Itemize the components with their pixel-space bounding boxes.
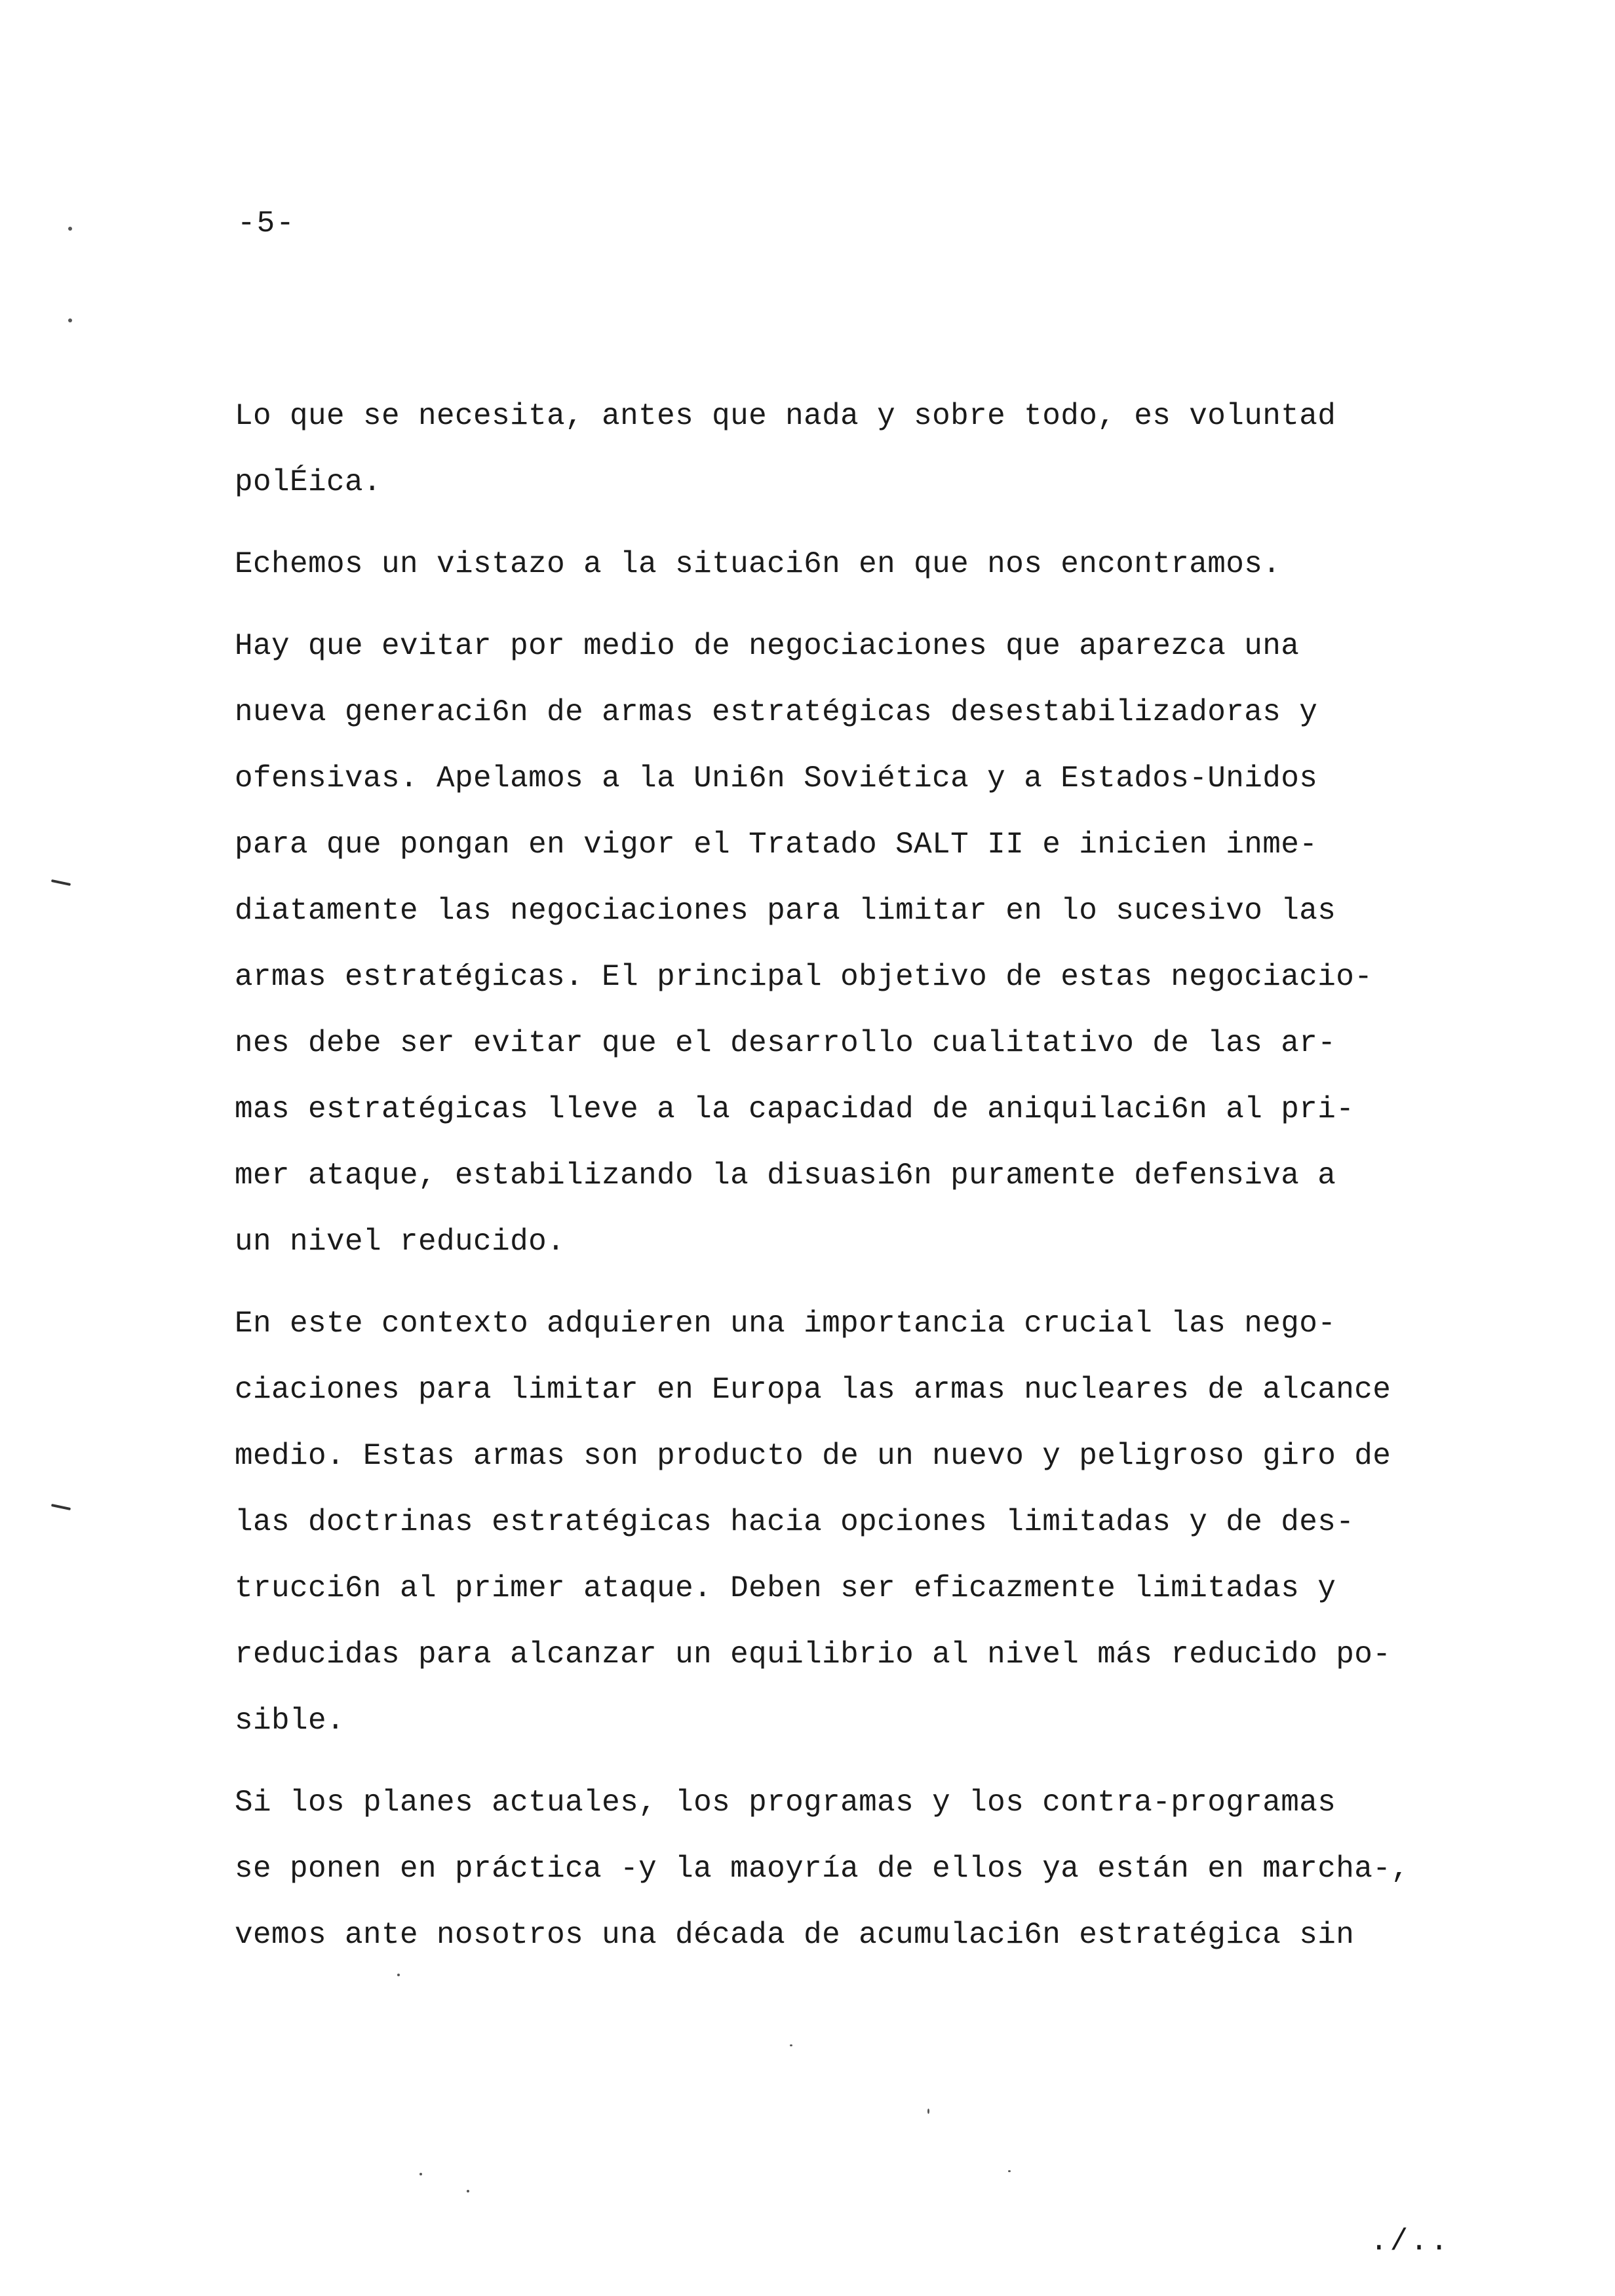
text-line: nes debe ser evitar que el desarrollo cualitativo de las ar-: [235, 1026, 1336, 1060]
text-line: mas estratégicas lleve a la capacidad de aniquilaci6n al pri-: [235, 1092, 1355, 1126]
margin-speck: [68, 318, 72, 322]
scan-speck: [467, 2190, 469, 2192]
text-line: sible.: [235, 1704, 345, 1738]
text-line: un nivel reducido.: [235, 1225, 566, 1259]
text-line: Hay que evitar por medio de negociaciones que aparezca una: [235, 629, 1300, 663]
text-line: Lo que se necesita, antes que nada y sobre todo, es voluntad: [235, 399, 1336, 433]
text-line: mer ataque, estabilizando la disuasi6n puramente defensiva a: [235, 1158, 1336, 1193]
text-line: Echemos un vistazo a la situaci6n en que nos encontramos.: [235, 547, 1281, 581]
text-line: Si los planes actuales, los programas y los contra-programas: [235, 1786, 1336, 1820]
text-line: reducidas para alcanzar un equilibrio al nivel más reducido po-: [235, 1637, 1391, 1672]
scan-speck: [397, 1974, 400, 1976]
paragraph: [235, 1770, 1513, 1968]
paragraph: [235, 613, 1513, 1275]
paragraph: [235, 383, 1513, 516]
text-line: nueva generaci6n de armas estratégicas desestabilizadoras y: [235, 695, 1318, 729]
text-line: diatamente las negociaciones para limitar en lo sucesivo las: [235, 894, 1336, 928]
margin-tick: [51, 1504, 71, 1510]
text-line: armas estratégicas. El principal objetivo de estas negociacio-: [235, 960, 1373, 994]
body-text: [235, 383, 1513, 1968]
text-line: trucci6n al primer ataque. Deben ser eficazmente limitadas y: [235, 1571, 1336, 1605]
text-line: En este contexto adquieren una importancia crucial las nego-: [235, 1307, 1336, 1341]
paragraph: [235, 531, 1513, 598]
margin-speck: [68, 227, 72, 231]
text-line: para que pongan en vigor el Tratado SALT II e inicien inme-: [235, 828, 1318, 862]
text-line: las doctrinas estratégicas hacia opciones limitadas y de des-: [235, 1505, 1355, 1539]
text-line: se ponen en práctica -y la maoyría de ellos ya están en marcha-,: [235, 1852, 1410, 1886]
paragraph: [235, 1291, 1513, 1754]
text-line: ciaciones para limitar en Europa las armas nucleares de alcance: [235, 1373, 1391, 1407]
scan-speck: [419, 2173, 422, 2175]
text-line: polÉica.: [235, 465, 382, 499]
margin-tick: [51, 879, 71, 886]
text-line: medio. Estas armas son producto de un nuevo y peligroso giro de: [235, 1439, 1391, 1473]
scan-speck: [790, 2044, 792, 2046]
text-line: ofensivas. Apelamos a la Uni6n Soviética y a Estados-Unidos: [235, 761, 1318, 795]
page-number: -5-: [237, 206, 296, 240]
continuation-mark: ./..: [1370, 2225, 1450, 2259]
scan-speck: [1008, 2170, 1011, 2172]
scan-speck: [927, 2109, 929, 2114]
text-line: vemos ante nosotros una década de acumulaci6n estratégica sin: [235, 1918, 1355, 1952]
